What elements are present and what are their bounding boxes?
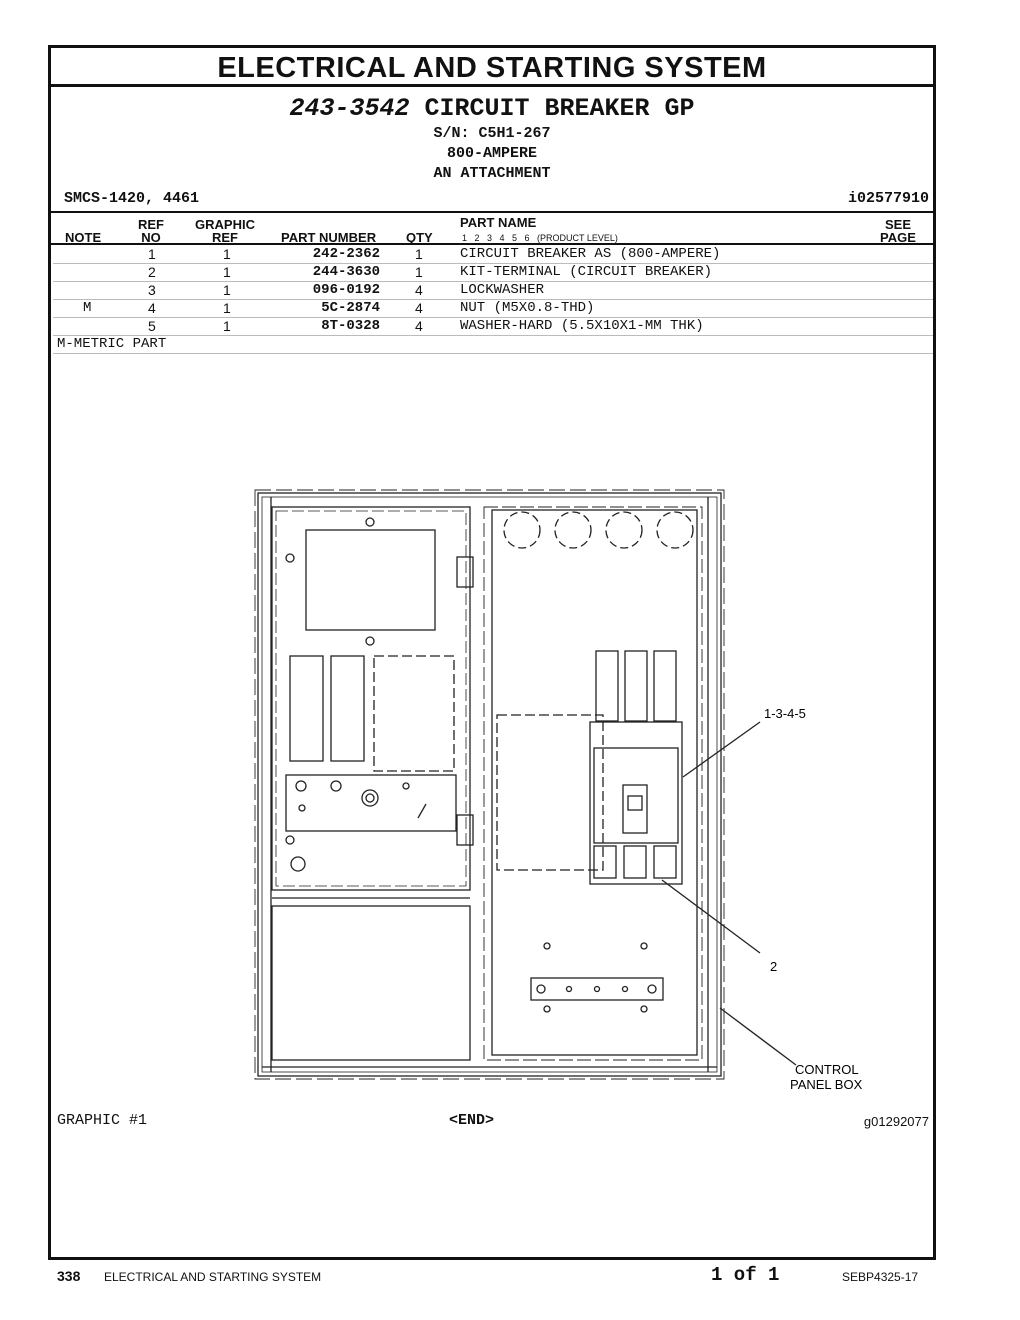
header-graphic-top: GRAPHIC [195, 217, 255, 232]
mounting-plate [497, 715, 603, 870]
row-graphic: 1 [223, 318, 231, 334]
header-levels: 1 2 3 4 5 6 (PRODUCT LEVEL) [462, 233, 618, 243]
switch-panel [286, 775, 456, 831]
row-ref: 3 [148, 282, 156, 298]
page-title: ELECTRICAL AND STARTING SYSTEM [51, 48, 933, 87]
header-graphic-bottom: REF [212, 230, 238, 245]
row-graphic: 1 [223, 300, 231, 316]
group-type: AN ATTACHMENT [433, 165, 551, 182]
door-upper [272, 507, 470, 890]
metric-footnote: M-METRIC PART [57, 336, 167, 352]
callout-1: 1-3-4-5 [764, 706, 806, 721]
page-footer [0, 1262, 1020, 1292]
header-part-name: PART NAME [460, 215, 537, 230]
panel-outer-frame [258, 493, 721, 1076]
row-qty: 4 [415, 282, 423, 298]
illustration-id: i02577910 [847, 190, 929, 207]
display-window [306, 530, 435, 630]
knockout [555, 512, 591, 548]
end-marker: <END> [449, 1112, 495, 1129]
knockout [504, 512, 540, 548]
row-note: M [83, 300, 92, 316]
knockout [606, 512, 642, 548]
header-see-bottom: PAGE [880, 230, 916, 245]
header-ref-top: REF [138, 217, 164, 232]
doc-id: SEBP4325-17 [842, 1270, 919, 1284]
row-part-name: LOCKWASHER [460, 282, 545, 298]
row-part-number: 5C-2874 [321, 300, 380, 316]
slot-1 [290, 656, 323, 761]
row-part-number: 242-2362 [312, 246, 380, 262]
leader-line-3 [720, 1008, 796, 1065]
row-qty: 1 [415, 246, 423, 262]
page-number: 338 [57, 1268, 81, 1284]
terminal-3 [654, 651, 676, 721]
header-qty: QTY [406, 230, 433, 245]
row-qty: 1 [415, 264, 423, 280]
graphic-id: g01292077 [863, 1114, 929, 1129]
terminal-1 [596, 651, 618, 721]
circuit-breaker [590, 722, 682, 884]
row-part-name: KIT-TERMINAL (CIRCUIT BREAKER) [460, 264, 713, 280]
row-qty: 4 [415, 300, 423, 316]
row-ref: 2 [148, 264, 156, 280]
row-graphic: 1 [223, 246, 231, 262]
callout-3-line2: PANEL BOX [790, 1077, 863, 1092]
terminal-2 [625, 651, 647, 721]
row-part-name: WASHER-HARD (5.5X10X1-MM THK) [460, 318, 704, 334]
callout-2: 2 [770, 959, 778, 974]
footer-section: ELECTRICAL AND STARTING SYSTEM [104, 1270, 322, 1284]
row-graphic: 1 [223, 264, 231, 280]
header-part-number: PART NUMBER [281, 230, 377, 245]
group-name: CIRCUIT BREAKER GP [424, 94, 695, 123]
row-part-number: 244-3630 [312, 264, 380, 280]
header-note: NOTE [65, 230, 102, 245]
row-ref: 4 [148, 300, 156, 316]
row-graphic: 1 [223, 282, 231, 298]
row-part-number: 8T-0328 [321, 318, 380, 334]
row-ref: 5 [148, 318, 156, 334]
graphic-label: GRAPHIC #1 [57, 1112, 148, 1129]
header-ref-bottom: NO [141, 230, 161, 245]
breaker-handle [623, 785, 647, 833]
row-ref: 1 [148, 246, 156, 262]
door-lower [272, 906, 470, 1060]
header-see-top: SEE [884, 217, 911, 232]
row-qty: 4 [415, 318, 423, 334]
leader-line-2 [662, 880, 760, 953]
knockout [657, 512, 693, 548]
row-part-number: 096-0192 [312, 282, 380, 298]
group-part-number: 243-3542 [289, 94, 410, 123]
smcs-code: SMCS-1420, 4461 [64, 190, 200, 207]
callout-3-line1: CONTROL [795, 1062, 859, 1077]
page-of: 1 of 1 [711, 1264, 780, 1286]
serial-number: S/N: C5H1-267 [433, 125, 551, 142]
slot-2 [331, 656, 364, 761]
ground-bar [531, 978, 663, 1000]
row-part-name: NUT (M5X0.8-THD) [460, 300, 595, 316]
group-rating: 800-AMPERE [446, 145, 537, 162]
row-part-name: CIRCUIT BREAKER AS (800-AMPERE) [460, 246, 721, 262]
